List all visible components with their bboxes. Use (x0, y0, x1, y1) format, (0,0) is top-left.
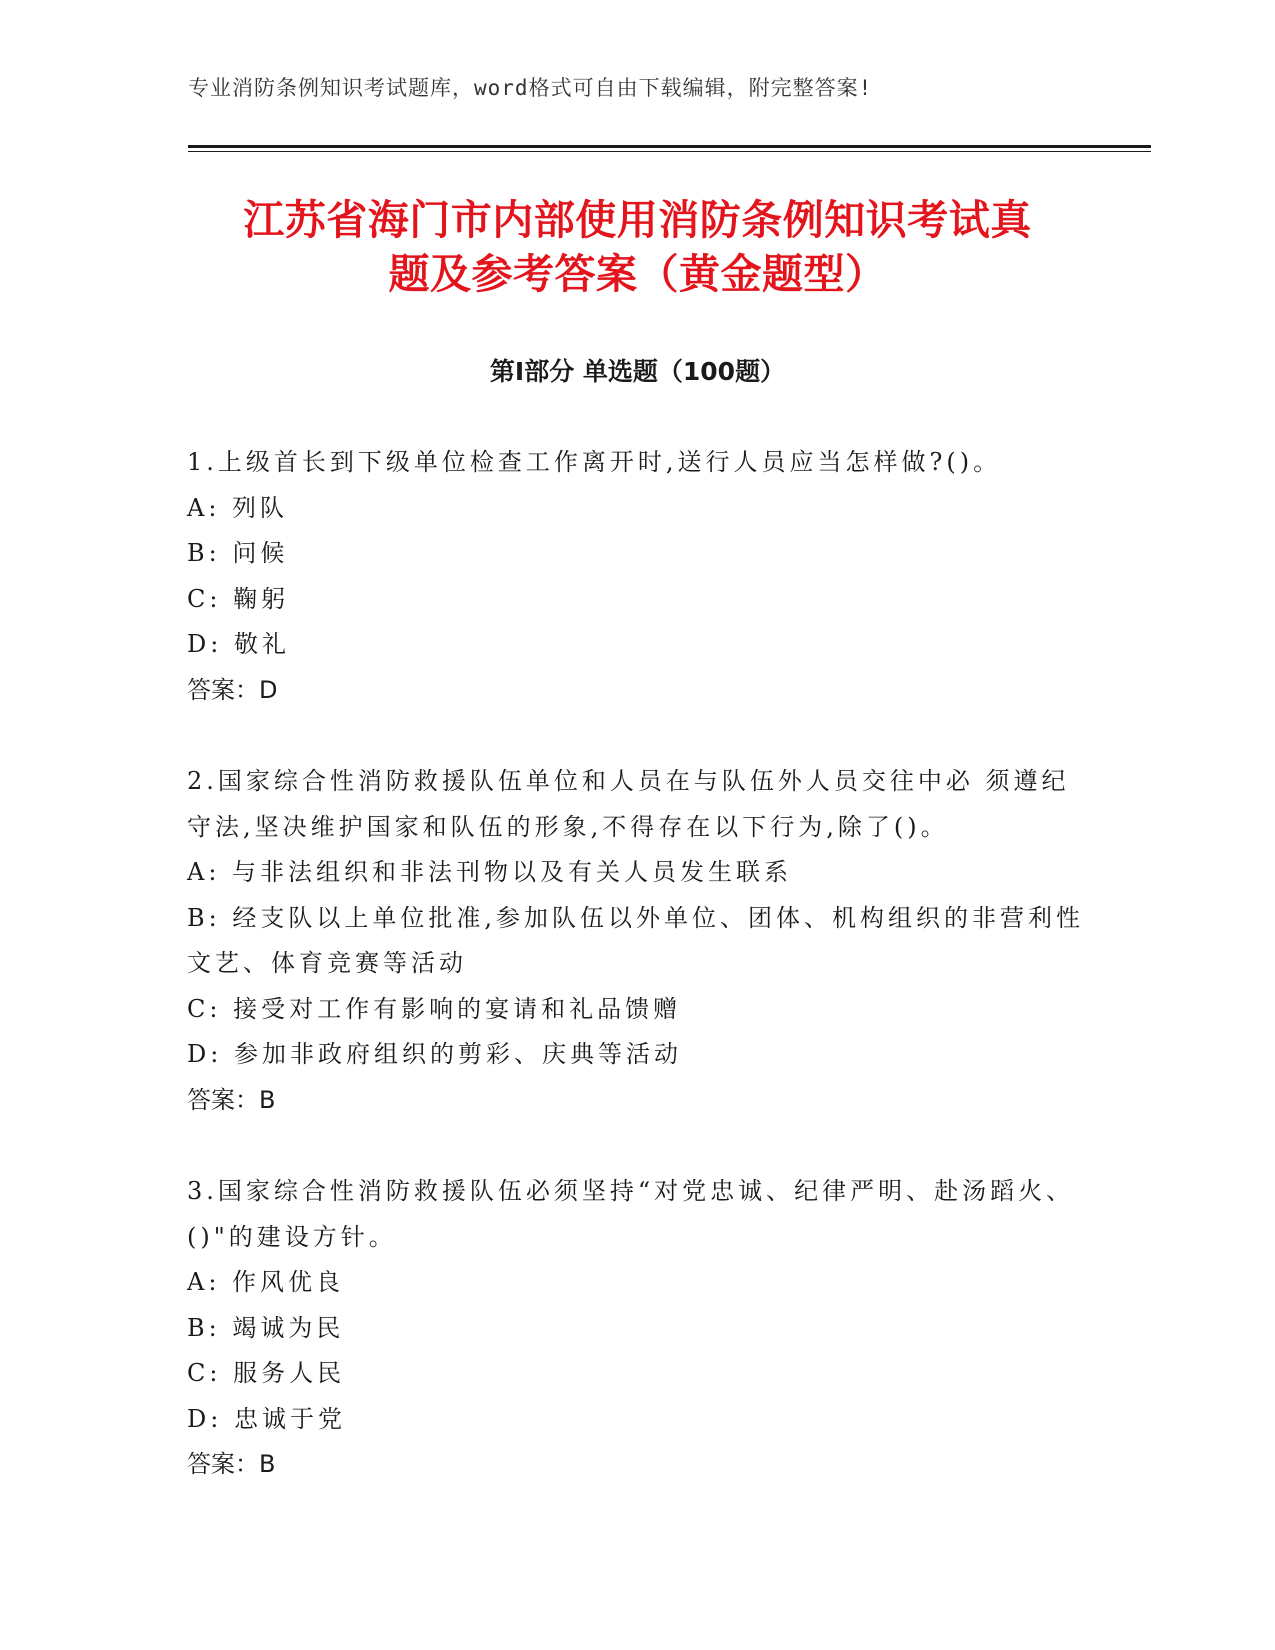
option-a: A: 列队 (187, 493, 289, 522)
page-header: 专业消防条例知识考试题库，word格式可自由下载编辑，附完整答案! (188, 76, 873, 100)
answer: 答案：B (187, 1450, 276, 1478)
question-1 (187, 440, 1087, 713)
option-b: B: 竭诚为民 (187, 1313, 345, 1342)
question-text: 2.国家综合性消防救援队伍单位和人员在与队伍外人员交往中必 须遵纪守法,坚决维护国家和队伍的形象,不得存在以下行为,除了()。 (187, 767, 1070, 841)
document-title (150, 193, 1125, 301)
option-d: D: 忠诚于党 (187, 1404, 346, 1433)
option-d: D: 敬礼 (187, 630, 290, 658)
option-b: B: 问候 (187, 539, 289, 567)
question-text: 3.国家综合性消防救援队伍必须坚持“对党忠诚、纪律严明、赴汤蹈火、()"的建设方针。 (187, 1177, 1075, 1251)
option-b: B: 经支队以上单位批准,参加队伍以外单位、团体、机构组织的非营利性文艺、体育竞赛等活动 (187, 903, 1084, 977)
document-title-line-1: 江苏省海门市内部使用消防条例知识考试真 (243, 196, 1032, 244)
question-3 (187, 1169, 1087, 1488)
option-a: A: 作风优良 (187, 1268, 345, 1296)
section-title: 第Ⅰ部分 单选题（100题） (489, 357, 786, 386)
document-title-line-2: 题及参考答案（黄金题型） (388, 250, 887, 298)
answer: 答案：D (187, 675, 278, 704)
header-rule-thin (188, 151, 1151, 152)
option-a: A: 与非法组织和非法刊物以及有关人员发生联系 (187, 858, 793, 886)
header-rule-thick (188, 145, 1151, 148)
option-d: D: 参加非政府组织的剪彩、庆典等活动 (187, 1040, 682, 1068)
answer: 答案：B (187, 1085, 276, 1114)
question-list (187, 440, 1087, 1534)
option-c: C: 接受对工作有影响的宴请和礼品馈赠 (187, 994, 682, 1023)
question-2 (187, 759, 1087, 1123)
question-text: 1.上级首长到下级单位检查工作离开时,送行人员应当怎样做?()。 (187, 448, 1002, 476)
option-c: C: 鞠躬 (187, 584, 290, 613)
option-c: C: 服务人民 (187, 1359, 346, 1387)
